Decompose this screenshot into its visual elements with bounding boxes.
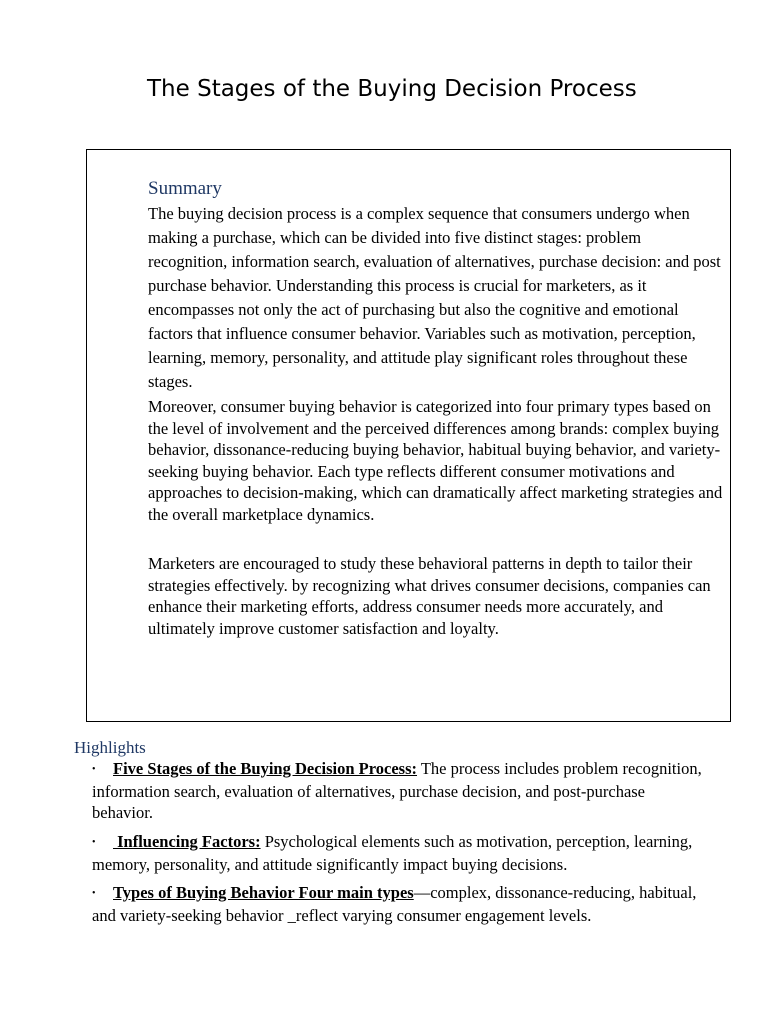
- highlight-term: Five Stages of the Buying Decision Process:: [113, 759, 418, 778]
- highlight-term: Influencing Factors:: [113, 832, 261, 851]
- summary-paragraph-1: The buying decision process is a complex sequence that consumers undergo when making a purchase, which can be divided into five distinct stages: problem recognition, information search, evaluation of alternatives, purchase decision: and post purchase behavior. Understanding this process is crucial for marketers, as it encompasses not only the act of purchasing but also the cognitive and emotional factors that influence consumer behavior. Variables such as motivation, perception, learning, memory, personality, and attitude play significant roles throughout these stages.: [148, 204, 721, 391]
- highlights-heading: Highlights: [74, 738, 146, 757]
- highlight-item-five-stages: • Five Stages of the Buying Decision Process: The process includes problem recognition, information search, evaluation of alternatives, purchase decision, and post-purchase behavior.: [92, 759, 702, 822]
- summary-heading: Summary: [148, 178, 222, 199]
- summary-paragraph-3: Marketers are encouraged to study these behavioral patterns in depth to tailor their strategies effectively. by recognizing what drives consumer decisions, companies can enhance their marketing efforts, address consumer needs more accurately, and ultimately improve customer satisfaction and loyalty.: [148, 554, 711, 638]
- highlight-item-buying-behavior-types: • Types of Buying Behavior Four main types—complex, dissonance-reducing, habitual, and variety-seeking behavior _reflect varying consumer engagement levels.: [92, 883, 697, 925]
- summary-paragraph-2: Moreover, consumer buying behavior is categorized into four primary types based on the level of involvement and the perceived differences among brands: complex buying behavior, dissonance-reducing buying behavior, habitual buying behavior, and variety-seeking buying behavior. Each type reflects different consumer motivations and approaches to decision-making, which can dramatically affect marketing strategies and the overall marketplace dynamics.: [148, 397, 723, 524]
- highlight-term: Types of Buying Behavior Four main types: [113, 883, 414, 902]
- highlight-text: The process includes problem recognition, information search, evaluation of alternatives, purchase decision, and post-purchase behavior.: [92, 759, 702, 822]
- document-title: The Stages of the Buying Decision Process: [147, 76, 637, 102]
- highlight-item-influencing-factors: • Influencing Factors: Psychological elements such as motivation, perception, learning, memory, personality, and attitude significantly impact buying decisions.: [92, 832, 693, 874]
- highlight-text: Psychological elements such as motivation, perception, learning, memory, personality, and attitude significantly impact buying decisions.: [92, 832, 693, 874]
- highlight-text: —complex, dissonance-reducing, habitual, and variety-seeking behavior _reflect varying consumer engagement levels.: [92, 883, 697, 925]
